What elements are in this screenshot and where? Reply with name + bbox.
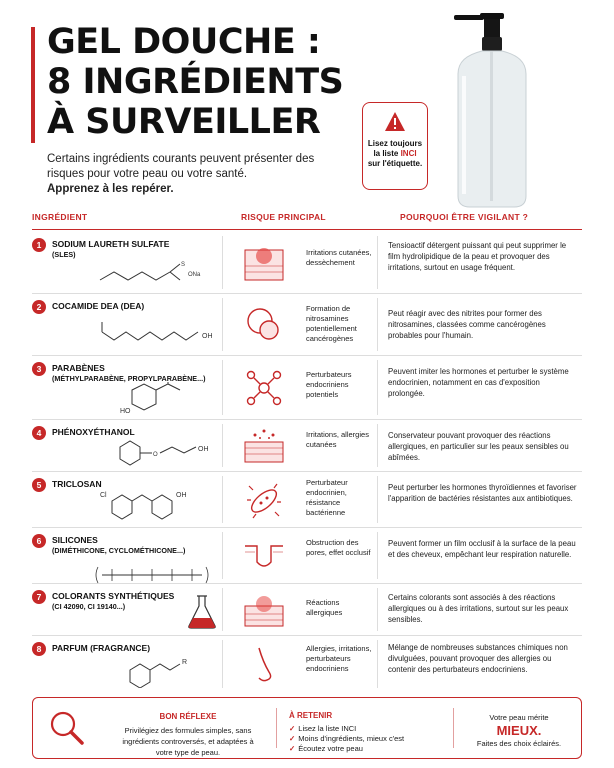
ingredient-name: PHÉNOXYÉTHANOL	[52, 427, 135, 437]
risk-text: Perturbateur endocrinien, résistance bactérienne	[306, 478, 348, 517]
header-risk: RISQUE PRINCIPAL	[241, 212, 326, 222]
intro-text	[47, 152, 347, 197]
warning-line-3: sur l'étiquette.	[367, 159, 423, 168]
reflex-column	[113, 711, 263, 758]
reflex-text: Privilégiez des formules simples, sans ingrédients controversés, et adaptées à votre type de peau.	[122, 726, 254, 757]
risk-text: Réactions allergiques	[306, 598, 343, 617]
skin-reaction-icon	[243, 590, 285, 632]
check-icon: ✓	[289, 734, 296, 743]
retain-column	[289, 711, 449, 754]
table-header	[32, 212, 582, 230]
ingredient-name: COCAMIDE DEA (DEA)	[52, 301, 145, 311]
title-line-1: GEL DOUCHE :	[47, 22, 321, 62]
table-row	[32, 294, 582, 356]
table-row	[32, 472, 582, 528]
skin-irritation-icon	[243, 244, 285, 286]
dea-structure-icon	[92, 314, 242, 348]
reflex-title: BON RÉFLEXE	[159, 712, 217, 721]
svg-text:R: R	[182, 659, 188, 666]
retain-title: À RETENIR	[289, 711, 333, 720]
warning-icon	[384, 111, 406, 133]
risk-text: Irritations cutanées, dessèchement	[306, 248, 372, 267]
title-line-2: 8 INGRÉDIENTS	[47, 62, 344, 102]
risk-text: Allergies, irritations, perturbateurs endocriniens	[306, 644, 372, 673]
table-row	[32, 232, 582, 294]
risk-text: Irritations, allergies cutanées	[306, 430, 369, 449]
retain-item: ✓ Écoutez votre peau	[289, 744, 363, 753]
why-text: Conservateur pouvant provoquer des réactions allergiques, en particulier sur les peaux sensibles ou abîmées.	[388, 431, 569, 462]
closing-column	[457, 712, 581, 749]
skin-allergy-icon	[243, 426, 285, 468]
risk-text: Formation de nitrosamines potentiellement cancérogènes	[306, 304, 357, 343]
why-text: Peut réagir avec des nitrites pour former des nitrosamines, classées comme cancérogènes probables pour l'humain.	[388, 309, 546, 340]
retain-item: ✓ Lisez la liste INCI	[289, 724, 357, 733]
intro-body: Certains ingrédients courants peuvent présenter des risques pour votre peau ou votre santé.	[47, 153, 315, 180]
inci-warning-box	[362, 102, 428, 190]
why-text: Mélange de nombreuses substances chimiques non divulguées, pouvant provoquer des allergies ou contenir des perturbateurs endocriniens.	[388, 643, 568, 674]
ingredient-name: PARFUM (FRAGRANCE)	[52, 643, 151, 653]
magnifier-icon	[49, 710, 85, 746]
svg-text:HO: HO	[120, 408, 131, 415]
svg-text:OH: OH	[202, 333, 213, 340]
why-text: Peuvent imiter les hormones et perturber le système endocrinien, notamment en cas d'exposition prolongée.	[388, 367, 569, 398]
page-title	[47, 22, 347, 142]
retain-item: ✓ Moins d'ingrédients, mieux c'est	[289, 734, 405, 743]
header-ingredient: INGRÉDIENT	[32, 212, 88, 222]
table-row	[32, 636, 582, 692]
table-row	[32, 356, 582, 420]
closing-line-1: Votre peau mérite	[489, 713, 549, 722]
warning-line-1: Lisez toujours	[367, 139, 423, 148]
svg-text:ONa: ONa	[188, 272, 201, 278]
svg-text:S: S	[181, 262, 186, 268]
row-number: 7	[32, 590, 46, 604]
paraben-structure-icon	[92, 382, 242, 416]
closing-big: MIEUX.	[496, 723, 542, 738]
nose-icon	[243, 644, 285, 686]
svg-text:Cl: Cl	[100, 492, 107, 499]
table-row	[32, 528, 582, 584]
why-text: Certains colorants sont associés à des réactions allergiques ou à des irritations, surtout sur les peaux sensibles.	[388, 593, 569, 624]
row-number: 1	[32, 238, 46, 252]
bottle-image	[452, 10, 532, 210]
closing-line-2: Faites des choix éclairés.	[476, 739, 562, 748]
why-text: Peuvent former un film occlusif à la surface de la peau et des cheveux, empêchant leur respiration naturelle.	[388, 539, 576, 559]
why-text: Peut perturber les hormones thyroïdiennes et favoriser l'apparition de bactéries résistantes aux antibiotiques.	[388, 483, 577, 503]
ingredient-name: TRICLOSAN	[52, 479, 102, 489]
title-line-3: À SURVEILLER	[47, 102, 321, 142]
warning-line-2: la liste INCI	[373, 149, 417, 158]
svg-text:OH: OH	[176, 492, 187, 499]
ingredient-name: SODIUM LAURETH SULFATE (SLES)	[52, 239, 170, 259]
risk-text: Perturbateurs endocriniens potentiels	[306, 370, 352, 399]
row-number: 3	[32, 362, 46, 376]
flask-icon	[186, 594, 218, 630]
svg-text:OH: OH	[198, 446, 209, 453]
table-row	[32, 420, 582, 472]
triclosan-structure-icon	[92, 489, 242, 523]
phenoxyethanol-structure-icon	[92, 437, 242, 471]
footer-box	[32, 697, 582, 759]
row-number: 6	[32, 534, 46, 548]
molecule-icon	[243, 367, 285, 409]
ingredient-name: PARABÈNES (MÉTHYLPARABÈNE, PROPYLPARABÈNE...)	[52, 363, 206, 383]
intro-bold: Apprenez à les repérer.	[47, 183, 174, 195]
ingredient-name: COLORANTS SYNTHÉTIQUES (CI 42090, CI 19140...)	[52, 591, 175, 611]
fragrance-structure-icon	[92, 654, 242, 688]
row-number: 2	[32, 300, 46, 314]
sles-structure-icon	[92, 258, 242, 292]
bacteria-icon	[243, 480, 285, 522]
pore-icon	[243, 536, 285, 578]
cells-icon	[243, 304, 285, 346]
check-icon: ✓	[289, 744, 296, 753]
svg-text:O: O	[153, 452, 158, 458]
ingredient-name: SILICONES (DIMÉTHICONE, CYCLOMÉTHICONE...)	[52, 535, 186, 555]
accent-bar	[31, 27, 35, 143]
header-why: POURQUOI ÊTRE VIGILANT ?	[400, 212, 529, 222]
check-icon: ✓	[289, 724, 296, 733]
row-number: 5	[32, 478, 46, 492]
why-text: Tensioactif détergent puissant qui peut supprimer le film hydrolipidique de la peau et provoquer des irritations, surtout en usage fréquent.	[388, 241, 567, 272]
row-number: 8	[32, 642, 46, 656]
row-number: 4	[32, 426, 46, 440]
table-row	[32, 584, 582, 636]
risk-text: Obstruction des pores, effet occlusif	[306, 538, 371, 557]
